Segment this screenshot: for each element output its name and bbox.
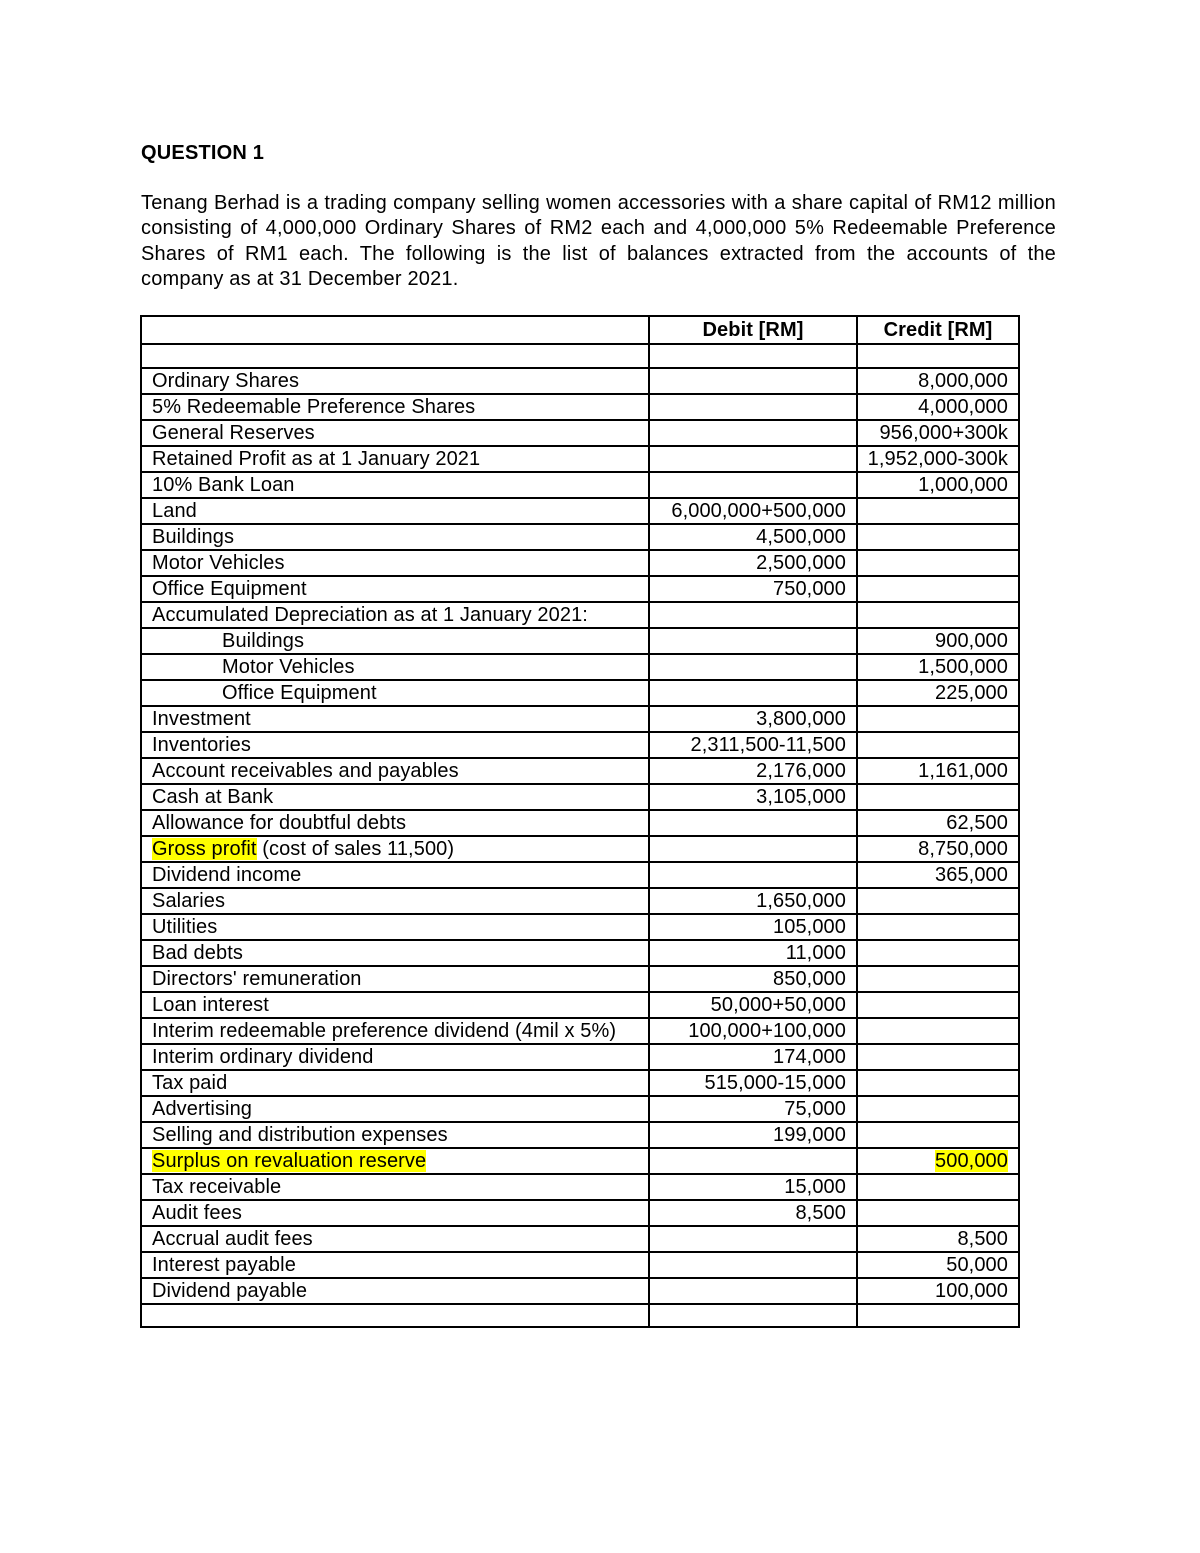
table-row — [141, 966, 1019, 992]
row-label — [141, 1122, 649, 1148]
row-debit: 100,000+100,000 — [649, 1018, 857, 1044]
row-credit: 8,750,000 — [857, 836, 1019, 862]
table-body — [141, 344, 1019, 1327]
row-label-text: Accrual audit fees — [152, 1227, 313, 1250]
table-row — [141, 1174, 1019, 1200]
row-credit — [857, 602, 1019, 628]
row-label-text: 5% Redeemable Preference Shares — [152, 395, 476, 418]
row-label-text: Investment — [152, 707, 251, 730]
row-label-text: Directors' remuneration — [152, 967, 362, 990]
row-label — [141, 344, 649, 368]
question-title: QUESTION 1 — [141, 142, 265, 164]
table-row — [141, 1096, 1019, 1122]
row-label — [141, 394, 649, 420]
row-label — [141, 1200, 649, 1226]
row-label — [141, 550, 649, 576]
table-row — [141, 680, 1019, 706]
row-label-text: Gross profit — [152, 837, 257, 860]
row-debit — [649, 446, 857, 472]
row-debit: 2,176,000 — [649, 758, 857, 784]
row-credit: 100,000 — [857, 1278, 1019, 1304]
row-label-text: General Reserves — [152, 421, 315, 444]
row-label — [141, 1070, 649, 1096]
row-label-suffix: (cost of sales 11,500) — [256, 837, 455, 860]
row-debit — [649, 680, 857, 706]
row-credit: 62,500 — [857, 810, 1019, 836]
row-label — [141, 1018, 649, 1044]
table-row — [141, 344, 1019, 368]
row-label — [141, 992, 649, 1018]
row-debit: 2,500,000 — [649, 550, 857, 576]
row-label-text: Buildings — [222, 629, 305, 652]
row-debit — [649, 1226, 857, 1252]
row-credit — [857, 966, 1019, 992]
row-debit: 50,000+50,000 — [649, 992, 857, 1018]
table-row — [141, 550, 1019, 576]
row-credit — [857, 1044, 1019, 1070]
row-debit: 3,800,000 — [649, 706, 857, 732]
row-credit: 1,000,000 — [857, 472, 1019, 498]
table-row — [141, 836, 1019, 862]
row-label — [141, 706, 649, 732]
row-label-text: Dividend payable — [152, 1279, 308, 1302]
row-label — [141, 602, 649, 628]
table-row — [141, 940, 1019, 966]
row-label-text: Tax receivable — [152, 1175, 282, 1198]
row-label-text: Cash at Bank — [152, 785, 274, 808]
row-label — [141, 758, 649, 784]
row-credit — [857, 344, 1019, 368]
row-credit-text: 500,000 — [935, 1149, 1008, 1172]
row-credit — [857, 992, 1019, 1018]
row-credit — [857, 940, 1019, 966]
table-row — [141, 1122, 1019, 1148]
row-credit — [857, 1018, 1019, 1044]
row-debit: 4,500,000 — [649, 524, 857, 550]
row-label-text: Audit fees — [152, 1201, 242, 1224]
table-row — [141, 1200, 1019, 1226]
row-credit: 4,000,000 — [857, 394, 1019, 420]
row-label — [141, 680, 649, 706]
row-debit — [649, 1252, 857, 1278]
table-row — [141, 862, 1019, 888]
row-label — [141, 446, 649, 472]
row-label — [141, 524, 649, 550]
row-debit: 174,000 — [649, 1044, 857, 1070]
row-label — [141, 940, 649, 966]
row-credit — [857, 784, 1019, 810]
trial-balance-table — [140, 315, 1020, 1328]
table-row — [141, 914, 1019, 940]
row-label-text: Loan interest — [152, 993, 269, 1016]
table-row — [141, 472, 1019, 498]
row-debit: 8,500 — [649, 1200, 857, 1226]
row-debit — [649, 862, 857, 888]
row-label-text: 10% Bank Loan — [152, 473, 295, 496]
row-debit: 15,000 — [649, 1174, 857, 1200]
row-debit: 2,311,500-11,500 — [649, 732, 857, 758]
row-label-text: Tax paid — [152, 1071, 228, 1094]
table-row — [141, 498, 1019, 524]
row-label-text: Interim ordinary dividend — [152, 1045, 374, 1068]
row-credit — [857, 888, 1019, 914]
row-label — [141, 420, 649, 446]
row-debit — [649, 472, 857, 498]
table-row — [141, 654, 1019, 680]
row-label — [141, 1096, 649, 1122]
row-label-text: Buildings — [152, 525, 235, 548]
row-credit — [857, 1096, 1019, 1122]
table-row — [141, 1226, 1019, 1252]
row-debit: 3,105,000 — [649, 784, 857, 810]
header-debit: Debit [RM] — [649, 316, 857, 344]
row-credit — [857, 706, 1019, 732]
row-label — [141, 836, 649, 862]
question-intro: Tenang Berhad is a trading company selling women accessories with a share capital of RM12 million consisting of 4,000,000 Ordinary Shares of RM2 each and 4,000,000 5% Redeemable Preference Shares of RM1 each. The following is the list of balances extracted from the accounts of the company as at 31 December 2021. — [141, 192, 1056, 291]
row-label-text: Motor Vehicles — [152, 551, 285, 574]
table-row — [141, 524, 1019, 550]
row-debit — [649, 394, 857, 420]
row-credit: 8,000,000 — [857, 368, 1019, 394]
row-credit: 365,000 — [857, 862, 1019, 888]
row-label-text: Interim redeemable preference dividend (4mil x 5%) — [152, 1019, 617, 1042]
row-label-text: Office Equipment — [152, 577, 307, 600]
table-row — [141, 784, 1019, 810]
table-row — [141, 706, 1019, 732]
row-label — [141, 810, 649, 836]
row-label-text: Inventories — [152, 733, 251, 756]
row-label — [141, 732, 649, 758]
row-label — [141, 472, 649, 498]
table-row — [141, 758, 1019, 784]
row-debit: 199,000 — [649, 1122, 857, 1148]
table-row — [141, 602, 1019, 628]
row-label-text: Ordinary Shares — [152, 369, 300, 392]
row-credit: 1,161,000 — [857, 758, 1019, 784]
row-label — [141, 1252, 649, 1278]
row-label-text: Dividend income — [152, 863, 302, 886]
row-credit — [857, 550, 1019, 576]
table-row — [141, 1018, 1019, 1044]
row-debit — [649, 628, 857, 654]
row-label — [141, 1044, 649, 1070]
table-row — [141, 888, 1019, 914]
table-row — [141, 810, 1019, 836]
table-header-row — [141, 316, 1019, 344]
row-label — [141, 888, 649, 914]
row-credit — [857, 1122, 1019, 1148]
table-row — [141, 394, 1019, 420]
header-description — [141, 316, 649, 344]
row-debit: 11,000 — [649, 940, 857, 966]
row-label — [141, 862, 649, 888]
row-label — [141, 966, 649, 992]
row-label — [141, 1148, 649, 1174]
row-label-text: Interest payable — [152, 1253, 296, 1276]
table-row — [141, 1044, 1019, 1070]
row-debit: 850,000 — [649, 966, 857, 992]
row-credit: 1,952,000-300k — [857, 446, 1019, 472]
row-debit — [649, 810, 857, 836]
header-credit: Credit [RM] — [857, 316, 1019, 344]
table-row — [141, 1252, 1019, 1278]
row-credit — [857, 1070, 1019, 1096]
row-debit: 515,000-15,000 — [649, 1070, 857, 1096]
row-label — [141, 654, 649, 680]
row-credit — [857, 1148, 1019, 1174]
table-row — [141, 420, 1019, 446]
row-credit — [857, 914, 1019, 940]
row-label-text: Account receivables and payables — [152, 759, 459, 782]
row-label-text: Office Equipment — [222, 681, 377, 704]
row-credit: 900,000 — [857, 628, 1019, 654]
row-debit — [649, 420, 857, 446]
row-label — [141, 1226, 649, 1252]
row-label — [141, 498, 649, 524]
row-debit: 1,650,000 — [649, 888, 857, 914]
row-debit — [649, 368, 857, 394]
table-row — [141, 1070, 1019, 1096]
table-row — [141, 992, 1019, 1018]
table-row — [141, 368, 1019, 394]
row-label-text: Land — [152, 499, 197, 522]
row-debit: 75,000 — [649, 1096, 857, 1122]
row-label-text: Bad debts — [152, 941, 243, 964]
row-label-text: Selling and distribution expenses — [152, 1123, 448, 1146]
row-label-text: Motor Vehicles — [222, 655, 355, 678]
row-credit: 956,000+300k — [857, 420, 1019, 446]
table-row — [141, 628, 1019, 654]
row-credit — [857, 524, 1019, 550]
row-debit — [649, 836, 857, 862]
row-label-text: Allowance for doubtful debts — [152, 811, 407, 834]
row-debit — [649, 344, 857, 368]
row-credit — [857, 1174, 1019, 1200]
row-label — [141, 914, 649, 940]
row-debit — [649, 602, 857, 628]
row-label-text: Accumulated Depreciation as at 1 January 2021: — [152, 603, 588, 626]
row-debit: 750,000 — [649, 576, 857, 602]
row-label — [141, 628, 649, 654]
row-debit: 6,000,000+500,000 — [649, 498, 857, 524]
row-label-text: Salaries — [152, 889, 226, 912]
row-debit — [649, 654, 857, 680]
row-label — [141, 368, 649, 394]
row-debit — [649, 1278, 857, 1304]
row-label-text: Retained Profit as at 1 January 2021 — [152, 447, 481, 470]
row-credit: 1,500,000 — [857, 654, 1019, 680]
row-label — [141, 784, 649, 810]
row-credit — [857, 576, 1019, 602]
row-label — [141, 576, 649, 602]
row-credit — [857, 1200, 1019, 1226]
row-debit — [649, 1304, 857, 1328]
table-row — [141, 576, 1019, 602]
row-debit — [649, 1148, 857, 1174]
row-label-text: Surplus on revaluation reserve — [152, 1149, 427, 1172]
row-credit: 50,000 — [857, 1252, 1019, 1278]
row-debit: 105,000 — [649, 914, 857, 940]
row-credit — [857, 498, 1019, 524]
table-row — [141, 1304, 1019, 1328]
row-label-text: Utilities — [152, 915, 218, 938]
table-row — [141, 1148, 1019, 1174]
table-row — [141, 1278, 1019, 1304]
row-credit — [857, 732, 1019, 758]
table-row — [141, 732, 1019, 758]
row-label — [141, 1174, 649, 1200]
row-credit: 8,500 — [857, 1226, 1019, 1252]
row-label-text: Advertising — [152, 1097, 253, 1120]
row-credit: 225,000 — [857, 680, 1019, 706]
table-row — [141, 446, 1019, 472]
row-credit — [857, 1304, 1019, 1328]
row-label — [141, 1304, 649, 1328]
row-label — [141, 1278, 649, 1304]
